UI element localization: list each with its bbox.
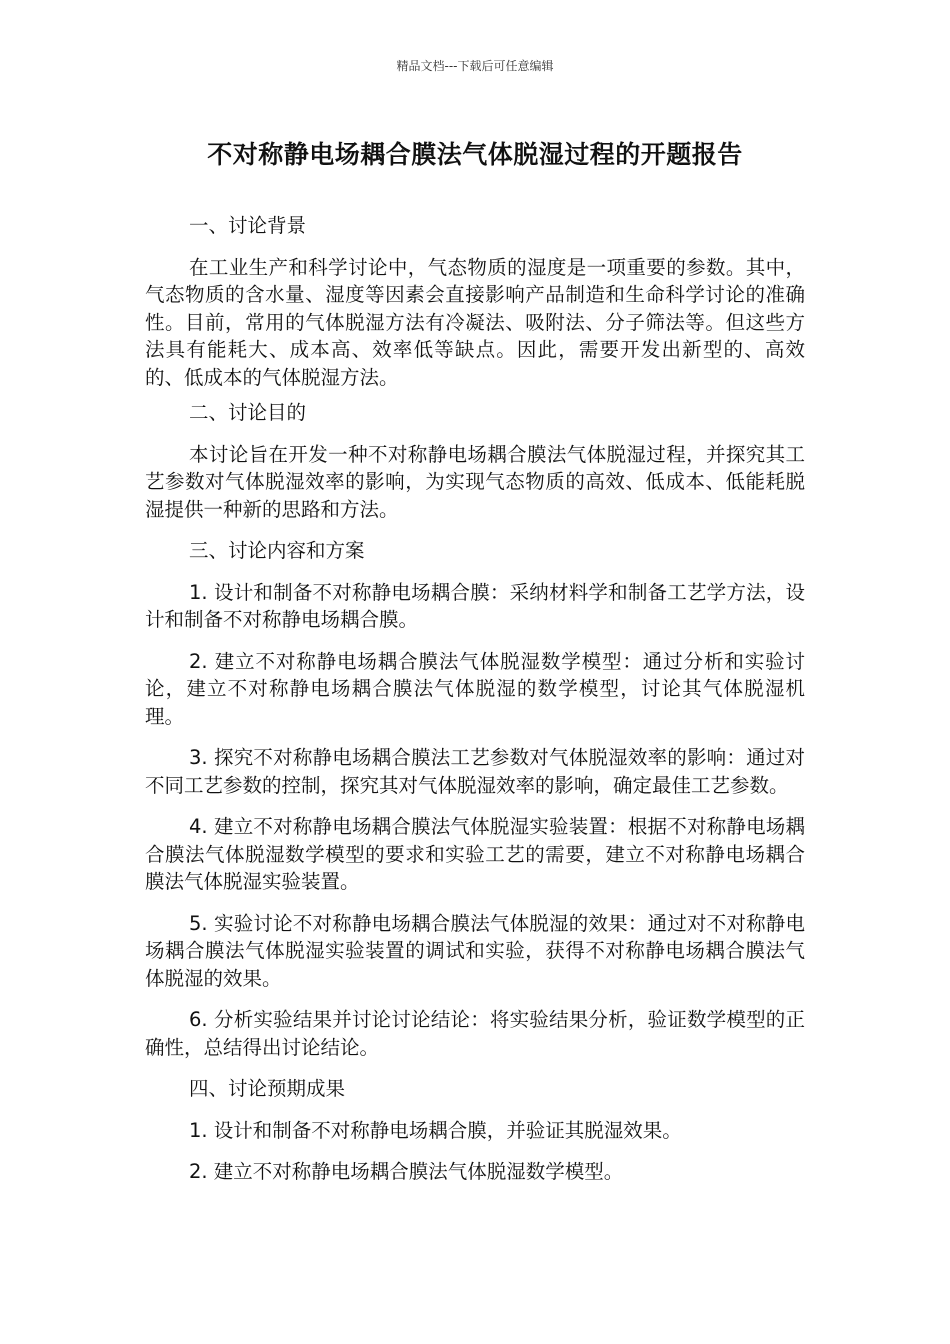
document-title: 不对称静电场耦合膜法气体脱湿过程的开题报告 — [207, 140, 743, 169]
content-item-6: 6. 分析实验结果并讨论讨论结论：将实验结果分析，验证数学模型的正确性，总结得出讨论结论。 — [145, 1008, 805, 1059]
header-watermark: 精品文档---下载后可任意编辑 — [396, 59, 554, 73]
content-item-4: 4. 建立不对称静电场耦合膜法气体脱湿实验装置：根据不对称静电场耦合膜法气体脱湿数学模型的要求和实验工艺的需要，建立不对称静电场耦合膜法气体脱湿实验装置。 — [145, 815, 805, 893]
section-heading-content: 三、讨论内容和方案 — [189, 539, 365, 562]
paragraph-purpose: 本讨论旨在开发一种不对称静电场耦合膜法气体脱湿过程，并探究其工艺参数对气体脱湿效率的影响，为实现气态物质的高效、低成本、低能耗脱湿提供一种新的思路和方法。 — [145, 442, 805, 521]
content-item-1: 1. 设计和制备不对称静电场耦合膜：采纳材料学和制备工艺学方法，设计和制备不对称静电场耦合膜。 — [145, 580, 805, 631]
content-item-2: 2. 建立不对称静电场耦合膜法气体脱湿数学模型：通过分析和实验讨论，建立不对称静电场耦合膜法气体脱湿的数学模型，讨论其气体脱湿机理。 — [145, 649, 805, 728]
section-heading-background: 一、讨论背景 — [189, 214, 307, 237]
section-heading-purpose: 二、讨论目的 — [189, 401, 307, 424]
outcome-item-2: 2. 建立不对称静电场耦合膜法气体脱湿数学模型。 — [189, 1160, 624, 1183]
paragraph-background: 在工业生产和科学讨论中，气态物质的湿度是一项重要的参数。其中，气态物质的含水量、湿度等因素会直接影响产品制造和生命科学讨论的准确性。目前，常用的气体脱湿方法有冷凝法、吸附法、分子筛法等。但这些方法具有能耗大、成本高、效率低等缺点。因此，需要开发出新型的、高效的、低成本的气体脱湿方法。 — [145, 255, 805, 389]
content-item-3: 3. 探究不对称静电场耦合膜法工艺参数对气体脱湿效率的影响：通过对不同工艺参数的控制，探究其对气体脱湿效率的影响，确定最佳工艺参数。 — [145, 746, 805, 797]
document-body — [145, 212, 805, 1186]
content-item-5: 5. 实验讨论不对称静电场耦合膜法气体脱湿的效果：通过对不对称静电场耦合膜法气体脱湿实验装置的调试和实验，获得不对称静电场耦合膜法气体脱湿的效果。 — [145, 911, 805, 990]
outcome-item-1: 1. 设计和制备不对称静电场耦合膜，并验证其脱湿效果。 — [189, 1118, 682, 1142]
section-heading-outcomes: 四、讨论预期成果 — [189, 1077, 346, 1100]
